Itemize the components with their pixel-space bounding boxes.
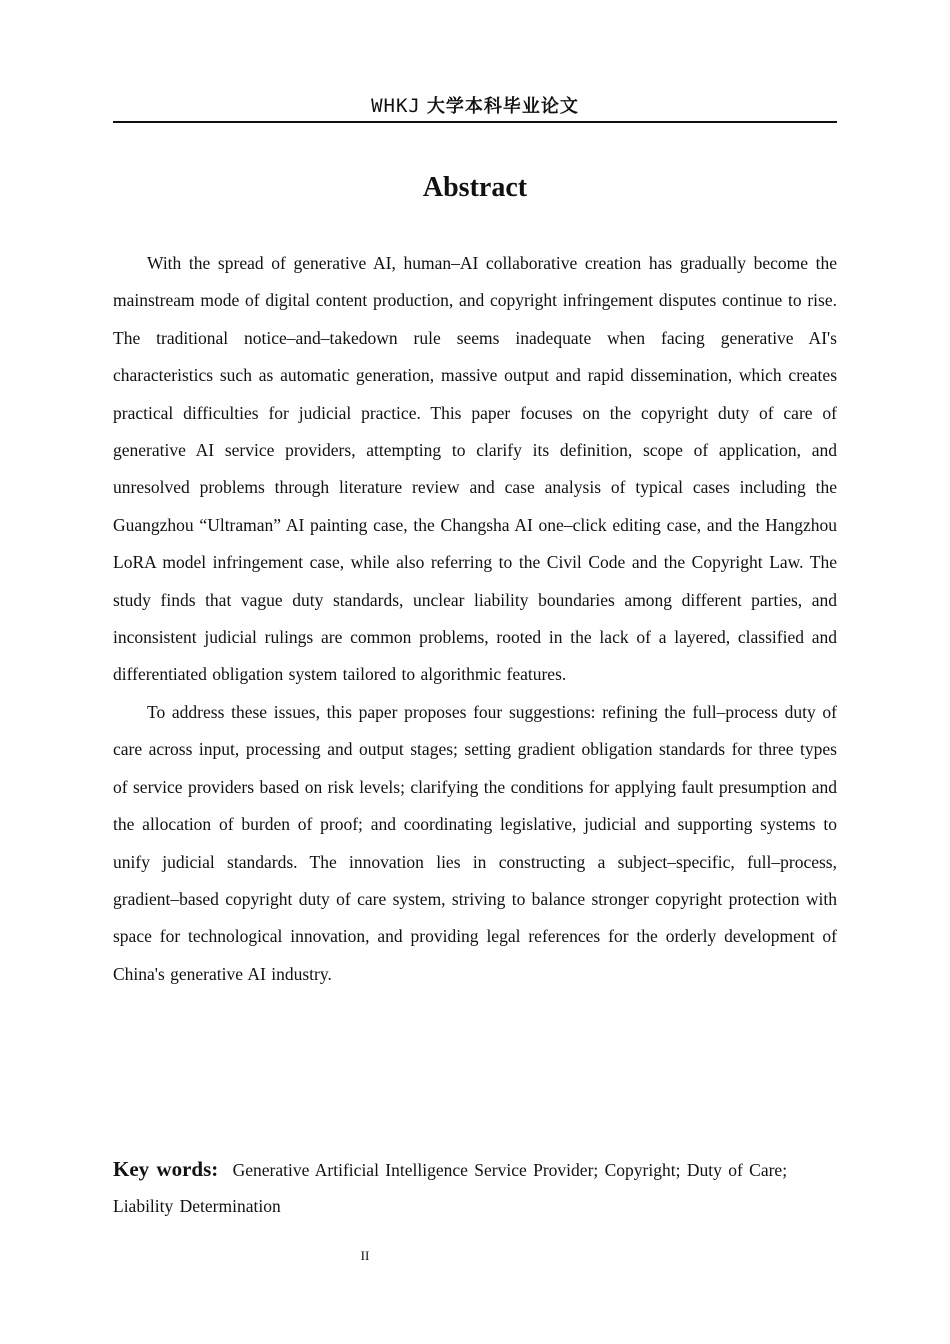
keywords-section (113, 1151, 823, 1224)
page-number: II (360, 1248, 370, 1263)
abstract-body (113, 245, 837, 993)
keywords-label: Key words: (113, 1157, 219, 1181)
header-thesis-label: 大学本科毕业论文 (426, 96, 579, 117)
header-institution-code: WHKJ (371, 95, 421, 117)
page-title: Abstract (422, 172, 528, 203)
keywords-list: Generative Artificial Intelligence Service Provider; Copyright; Duty of Care; Liability Determination (113, 1160, 788, 1216)
abstract-paragraph-1: With the spread of generative AI, human–AI collaborative creation has gradually become the mainstream mode of digital content production, and copyright infringement disputes continue to rise. The traditional notice–and–takedown rule seems inadequate when facing generative AI's characteristics such as automatic generation, massive output and rapid dissemination, which creates practical difficulties for judicial practice. This paper focuses on the copyright duty of care of generative AI service providers, attempting to clarify its definition, scope of application, and unresolved problems through literature review and case analysis of typical cases including the Guangzhou “Ultraman” AI painting case, the Changsha AI one–click editing case, and the Hangzhou LoRA model infringement case, while also referring to the Civil Code and the Copyright Law. The study finds that vague duty standards, unclear liability boundaries among different parties, and inconsistent judicial rulings are common problems, rooted in the lack of a layered, classified and differentiated obligation system tailored to algorithmic features. (113, 253, 837, 685)
header-divider (113, 121, 837, 123)
abstract-paragraph-2: To address these issues, this paper proposes four suggestions: refining the full–process duty of care across input, processing and output stages; setting gradient obligation standards for three types of service providers based on risk levels; clarifying the conditions for applying fault presumption and the allocation of burden of proof; and coordinating legislative, judicial and supporting systems to unify judicial standards. The innovation lies in constructing a subject–specific, full–process, gradient–based copyright duty of care system, striving to balance stronger copyright protection with space for technological innovation, and providing legal references for the orderly development of China's generative AI industry. (113, 701, 837, 984)
running-header (113, 92, 837, 120)
